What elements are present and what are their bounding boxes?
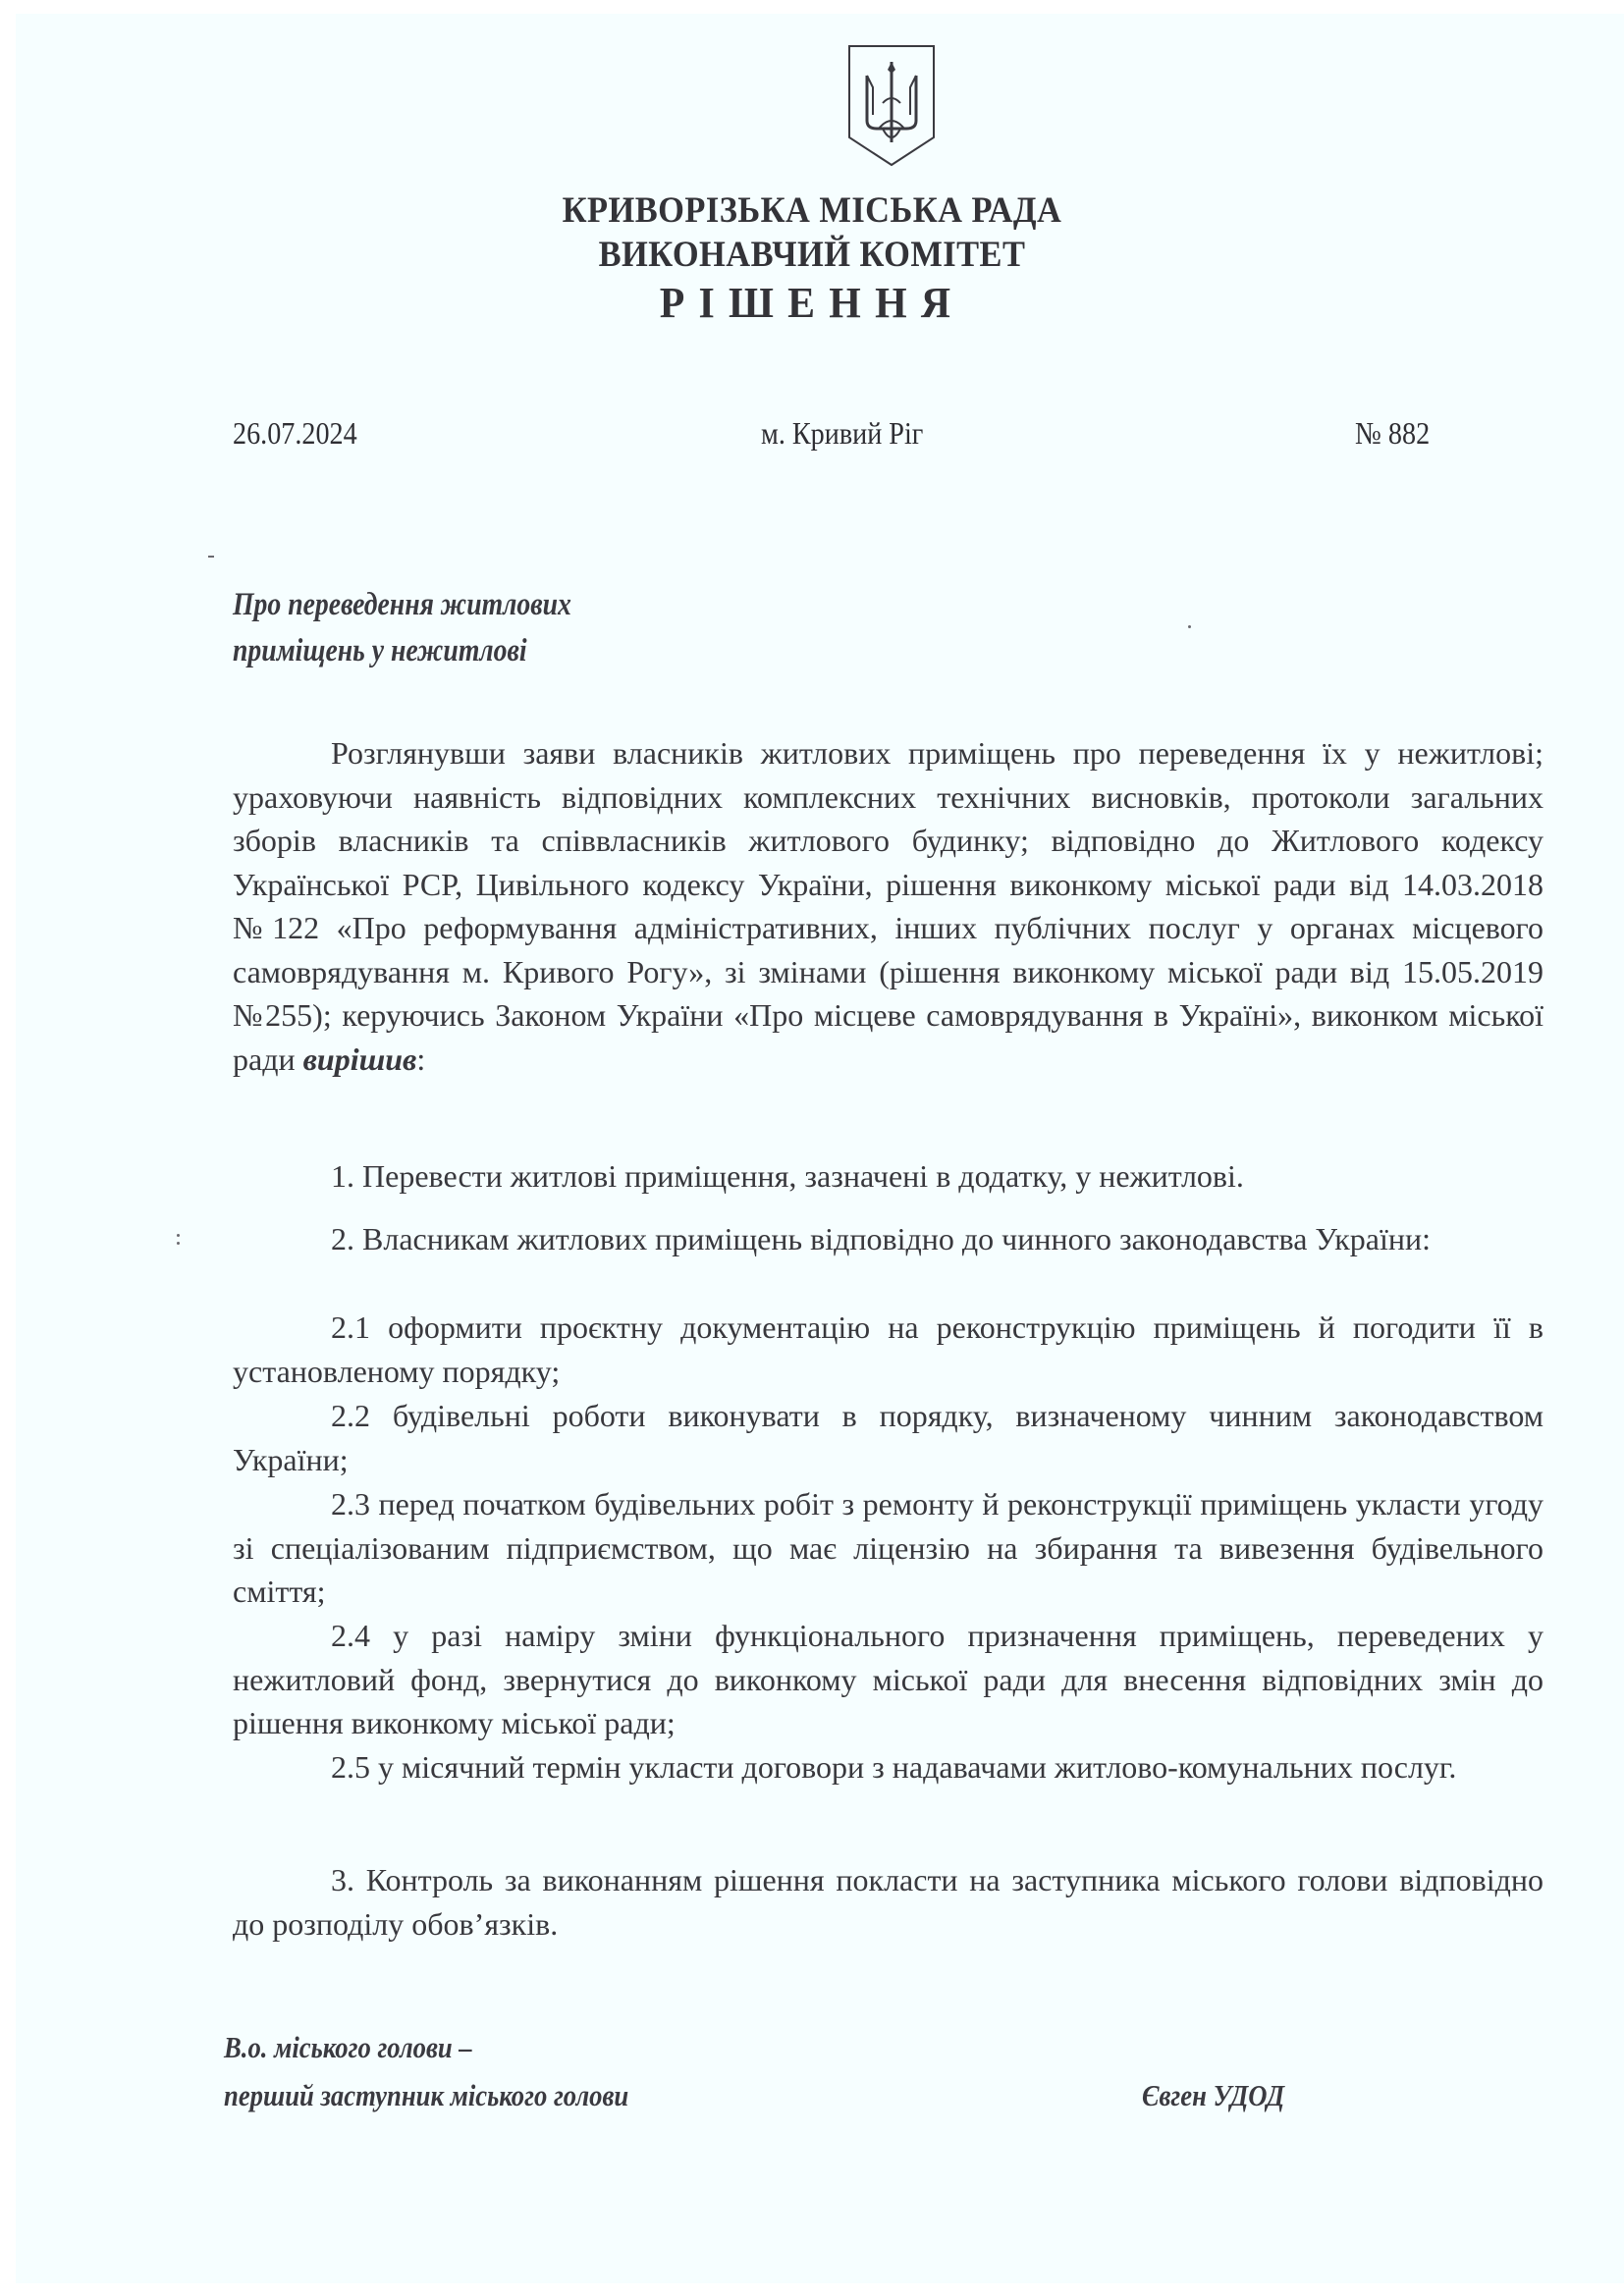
preamble-paragraph (233, 731, 1543, 1081)
trident-coat-of-arms-icon (847, 44, 936, 167)
decision-item-2-3 (233, 1482, 1543, 1614)
signatory-title-line-2: перший заступник міського голови (224, 2078, 629, 2112)
scan-artifact (177, 1234, 180, 1237)
subject-line: Про переведення житлових (233, 587, 571, 622)
scan-artifact (177, 1242, 180, 1245)
resolved-keyword: вирішив (302, 1041, 417, 1077)
decision-date: 26.07.2024 (233, 415, 357, 451)
decision-subject (233, 582, 571, 674)
decision-item-2 (233, 1217, 1543, 1261)
item-text: 1. Перевести житлові приміщення, зазначені в додатку, у нежитлові. (331, 1158, 1244, 1194)
decision-item-2-1 (233, 1306, 1543, 1393)
decision-number: № 882 (1355, 415, 1431, 451)
scan-artifact (1188, 625, 1191, 628)
subject-line: приміщень у нежитлові (233, 633, 527, 668)
decision-item-2-2 (233, 1394, 1543, 1481)
decision-item-1 (233, 1154, 1543, 1199)
preamble-text: Розглянувши заяви власників житлових приміщень про переведення їх у нежитлові; ураховуючи наявність відповідних комплексних технічних висновків, протоколи загальних зборів власників та співвласників житлового будинку; відповідно до Житлового кодексу Української РСР, Цивільного кодексу України, рішення виконкому міської ради від 14.03.2018 №122 «Про реформування адміністративних, інших публічних послуг у органах місцевого самоврядування м. Кривого Рогу», зі змінами (рішення виконкому міської ради від 15.05.2019 №255); керуючись Законом України «Про місцеве самоврядування в Україні», виконком міської ради (233, 735, 1543, 1077)
signatory-name: Євген УДОД (1142, 2078, 1285, 2112)
scan-artifact (208, 556, 214, 558)
decision-item-3 (233, 1858, 1543, 1946)
decision-item-2-4 (233, 1614, 1543, 1745)
signatory-title-line-1: В.о. міського голови – (224, 2030, 472, 2064)
executive-committee-title: ВИКОНАВЧИЙ КОМІТЕТ (598, 235, 1026, 275)
item-text: 2.4 у разі наміру зміни функціонального призначення приміщень, переведених у нежитловий фонд, звернутися до виконкому міської ради для внесення відповідних змін до рішення виконкому міської ради; (233, 1618, 1543, 1740)
item-text: 3. Контроль за виконанням рішення покласти на заступника міського голови відповідно до розподілу обов’язків. (233, 1862, 1543, 1942)
decision-city: м. Кривий Ріг (761, 415, 924, 451)
decision-item-2-5 (233, 1745, 1543, 1789)
document-type-title: РІШЕННЯ (659, 279, 965, 327)
item-text: 2.2 будівельні роботи виконувати в порядку, визначеному чинним законодавством України; (233, 1398, 1543, 1477)
item-text: 2. Власникам житлових приміщень відповідно до чинного законодавства України: (331, 1221, 1432, 1256)
organization-name: КРИВОРІЗЬКА МІСЬКА РАДА (562, 190, 1062, 231)
item-text: 2.1 оформити проєктну документацію на реконструкцію приміщень й погодити її в установленому порядку; (233, 1309, 1543, 1389)
preamble-end: : (416, 1041, 426, 1077)
item-text: 2.3 перед початком будівельних робіт з ремонту й реконструкції приміщень укласти угоду зі спеціалізованим підприємством, що має ліцензію на збирання та вивезення будівельного сміття; (233, 1486, 1543, 1609)
item-text: 2.5 у місячний термін укласти договори з надавачами житлово-комунальних послуг. (331, 1749, 1457, 1785)
